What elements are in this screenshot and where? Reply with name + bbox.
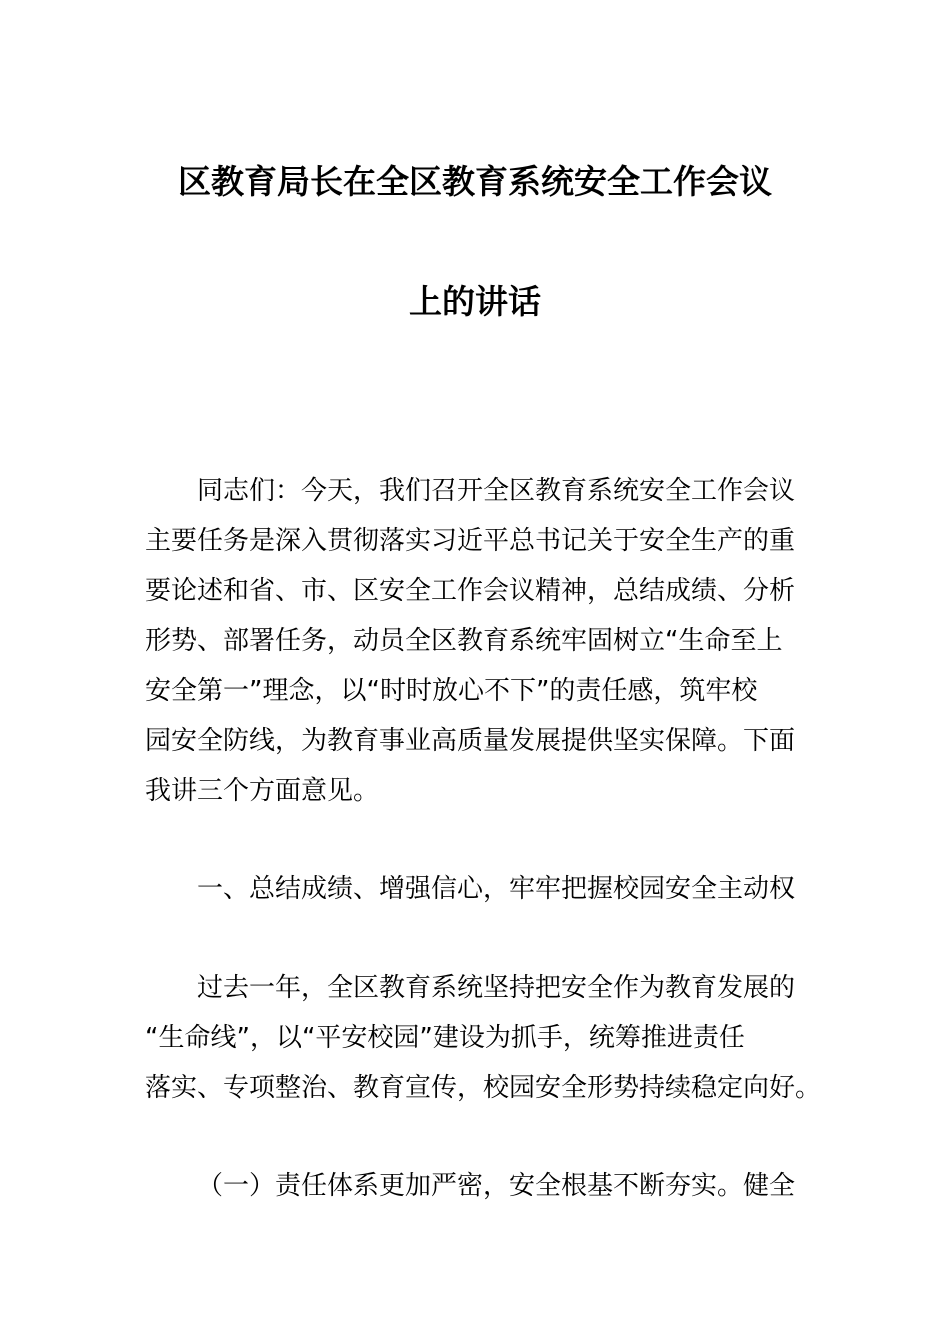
document-title-line-2: 上的讲话 [409, 282, 541, 321]
paragraph-line: 过去一年，全区教育系统坚持把安全作为教育发展的 [197, 973, 796, 1003]
paragraph-line: 我讲三个方面意见。 [145, 776, 380, 806]
paragraph-line: 主要任务是深入贯彻落实习近平总书记关于安全生产的重 [145, 526, 796, 556]
paragraph-line: 形势、部署任务，动员全区教育系统牢固树立“生命至上 [145, 626, 783, 656]
paragraph-line: 园安全防线，为教育事业高质量发展提供坚实保障。下面 [145, 726, 796, 756]
paragraph-line: （一）责任体系更加严密，安全根基不断夯实。健全 [197, 1171, 796, 1201]
paragraph-line: 要论述和省、市、区安全工作会议精神，总结成绩、分析 [145, 576, 796, 606]
document-title-line-1: 区教育局长在全区教育系统安全工作会议 [178, 162, 772, 201]
paragraph-line: 落实、专项整治、教育宣传，校园安全形势持续稳定向好。 [145, 1073, 822, 1103]
section-heading-1 [145, 864, 810, 914]
section-heading-text: 一、总结成绩、增强信心，牢牢把握校园安全主动权 [197, 874, 796, 904]
opening-paragraph [145, 466, 810, 816]
subsection-paragraph-1 [145, 1161, 810, 1211]
section-1-intro-paragraph [145, 963, 822, 1113]
paragraph-line: 同志们：今天，我们召开全区教育系统安全工作会议 [197, 476, 796, 506]
paragraph-line: 安全第一”理念，以“时时放心不下”的责任感，筑牢校 [145, 676, 758, 706]
paragraph-line: “生命线”，以“平安校园”建设为抓手，统筹推进责任 [145, 1023, 745, 1053]
